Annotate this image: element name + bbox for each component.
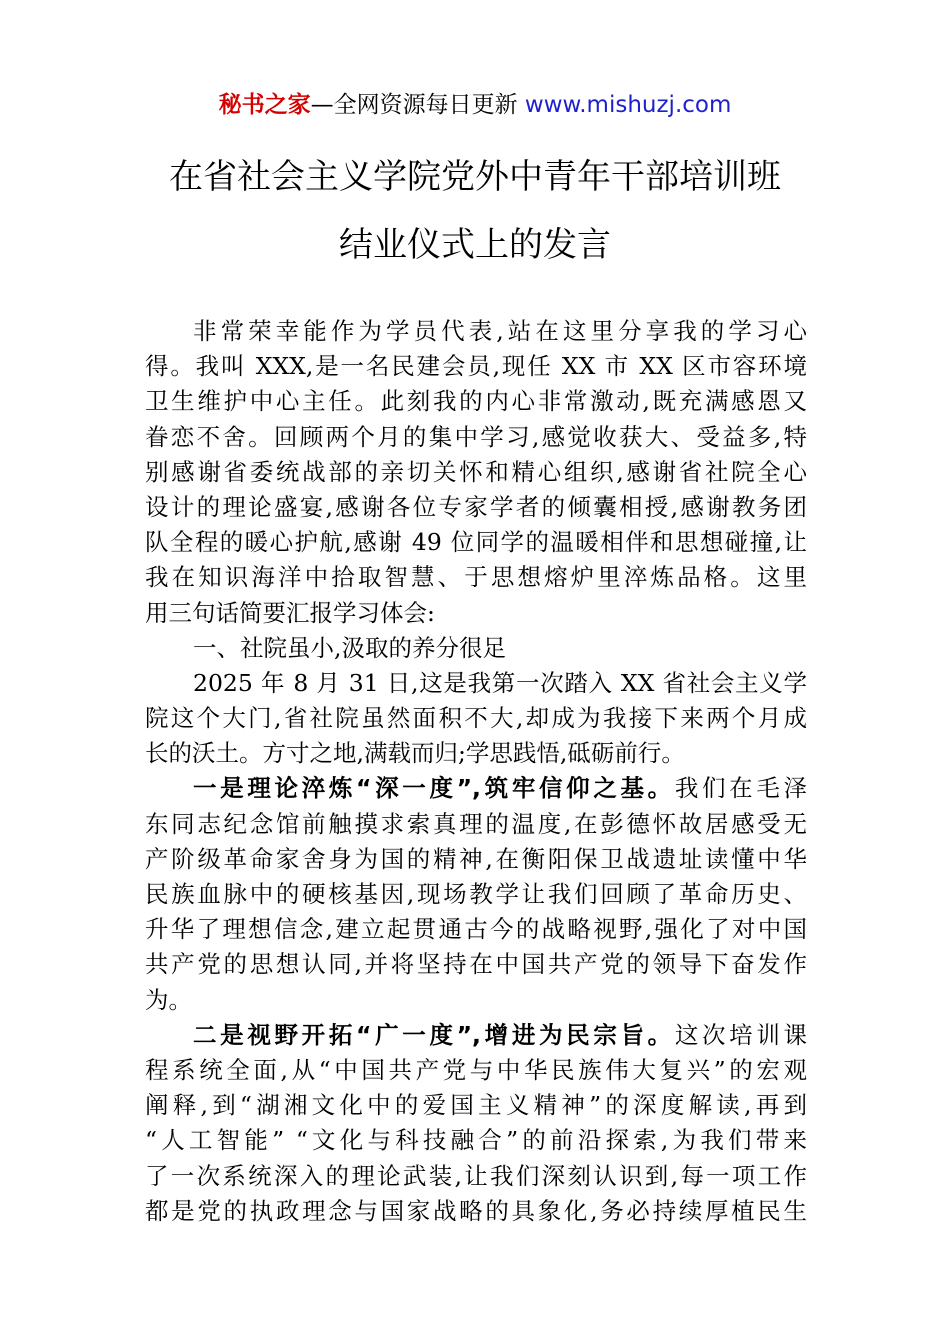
paragraph-line: 都是党的执政理念与国家战略的具象化,务必持续厚植民生 <box>145 1196 807 1225</box>
paragraph-line: 非常荣幸能作为学员代表,站在这里分享我的学习心 <box>193 317 807 345</box>
paragraph-line: 院这个大门,省社院虽然面积不大,却成为我接下来两个月成 <box>145 704 807 733</box>
paragraph-line: 了一次系统深入的理论武装,让我们深刻认识到,每一项工作 <box>145 1161 807 1190</box>
document-body <box>145 314 807 1229</box>
paragraph-line: 卫生维护中心主任。此刻我的内心非常激动,既充满感恩又 <box>145 387 807 416</box>
paragraph-line: 长的沃土。方寸之地,满载而归;学思践悟,砥砺前行。 <box>145 739 685 768</box>
paragraph-line: 别感谢省委统战部的亲切关怀和精心组织,感谢省社院全心 <box>145 457 807 486</box>
paragraph-line: 为。 <box>145 985 192 1014</box>
paragraph-line: 产阶级革命家舍身为国的精神,在衡阳保卫战遗址读懂中华 <box>145 844 807 873</box>
banner-url-link[interactable]: www.mishuzj.com <box>524 92 732 118</box>
paragraph-line: 程系统全面,从“中国共产党与中华民族伟大复兴”的宏观 <box>145 1055 807 1084</box>
paragraph-line: 东同志纪念馆前触摸求索真理的温度,在彭德怀故居感受无 <box>145 809 807 838</box>
paragraph-line: 眷恋不舍。回顾两个月的集中学习,感觉收获大、受益多,特 <box>145 422 807 451</box>
paragraph-line: 升华了理想信念,建立起贯通古今的战略视野,强化了对中国 <box>145 915 807 944</box>
paragraph-line: 设计的理论盛宴,感谢各位专家学者的倾囊相授,感谢教务团 <box>145 492 807 521</box>
banner-brand: 秘书之家 <box>218 92 311 118</box>
paragraph-line: 队全程的暖心护航,感谢 49 位同学的温暖相伴和思想碰撞,让 <box>145 528 807 557</box>
banner-slogan: —全网资源每日更新 <box>310 92 518 118</box>
paragraph-line: 2025 年 8 月 31 日,这是我第一次踏入 XX 省社会主义学 <box>193 668 807 697</box>
point-heading: 二是视野开拓“广一度”,增进为民宗旨。 <box>193 1020 675 1049</box>
point-heading: 一是理论淬炼“深一度”,筑牢信仰之基。 <box>193 774 675 803</box>
paragraph-line: 阐释,到“湖湘文化中的爱国主义精神”的深度解读,再到 <box>145 1091 807 1120</box>
section-heading: 一、社院虽小,汲取的养分很足 <box>193 633 506 662</box>
paragraph-text: 这次培训课 <box>674 1020 807 1049</box>
site-banner <box>0 88 950 122</box>
paragraph-line <box>145 1018 807 1053</box>
paragraph-line: 用三句话简要汇报学习体会: <box>145 598 435 627</box>
paragraph-line <box>145 771 807 806</box>
paragraph-text: 我们在毛泽 <box>674 774 807 803</box>
paragraph-line: 得。我叫 XXX,是一名民建会员,现任 XX 市 XX 区市容环境 <box>145 352 807 381</box>
paragraph-line: “人工智能” “文化与科技融合”的前沿探索,为我们带来 <box>145 1126 807 1155</box>
paragraph-line: 民族血脉中的硬核基因,现场教学让我们回顾了革命历史、 <box>145 880 807 908</box>
document-title-line-1: 在省社会主义学院党外中青年干部培训班 <box>169 157 781 197</box>
paragraph-line: 我在知识海洋中拾取智慧、于思想熔炉里淬炼品格。这里 <box>145 563 807 592</box>
document-title-line-2: 结业仪式上的发言 <box>339 225 611 265</box>
paragraph-line: 共产党的思想认同,并将坚持在中国共产党的领导下奋发作 <box>145 950 807 979</box>
